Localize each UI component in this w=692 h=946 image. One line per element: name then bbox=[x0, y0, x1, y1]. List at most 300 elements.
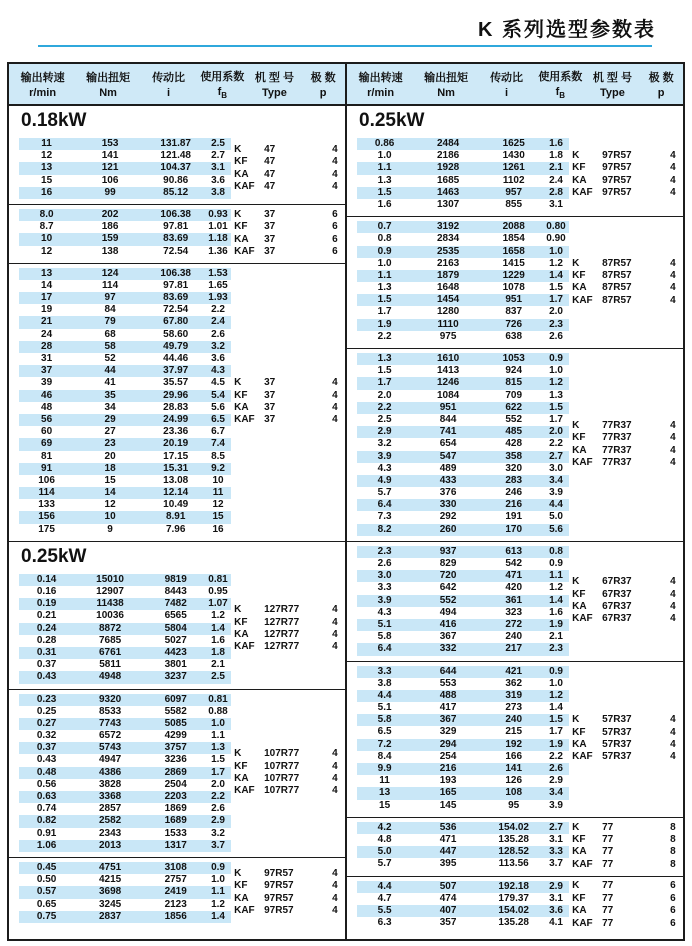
table-row bbox=[19, 390, 231, 402]
service-factor-cell: 1.6 bbox=[549, 606, 563, 618]
torque-cell: 35 bbox=[104, 389, 116, 401]
torque-cell: 937 bbox=[439, 545, 457, 557]
service-factor-cell: 3.4 bbox=[549, 474, 563, 486]
speed-cell: 15 bbox=[41, 174, 53, 186]
table-row bbox=[357, 451, 569, 463]
model-label: 127R77 bbox=[264, 641, 300, 653]
torque-cell: 145 bbox=[439, 799, 457, 811]
service-factor-cell: 0.95 bbox=[208, 586, 228, 597]
poles-value: 6 bbox=[332, 221, 338, 233]
speed-cell: 7.3 bbox=[377, 511, 392, 523]
model-type-entry bbox=[572, 576, 680, 588]
series-label: KA bbox=[234, 773, 249, 785]
torque-cell: 7685 bbox=[98, 634, 122, 646]
model-label: 97R57 bbox=[602, 175, 632, 187]
table-row bbox=[19, 886, 231, 898]
speed-cell: 69 bbox=[41, 438, 53, 450]
ratio-cell: 622 bbox=[505, 401, 523, 413]
model-label: 37 bbox=[264, 389, 276, 401]
power-section-label: 0.18kW bbox=[21, 110, 87, 131]
service-factor-cell: 2.0 bbox=[549, 426, 563, 438]
service-factor-cell: 2.7 bbox=[549, 450, 563, 462]
table-row bbox=[19, 316, 231, 328]
torque-cell: 5811 bbox=[99, 659, 121, 671]
ratio-cell: 20.19 bbox=[163, 438, 189, 450]
model-type-entry bbox=[572, 847, 680, 859]
torque-cell: 97 bbox=[104, 292, 116, 304]
model-type-entry bbox=[234, 604, 342, 616]
table-row bbox=[19, 499, 231, 511]
service-factor-cell: 6.7 bbox=[211, 426, 225, 438]
series-label: KAF bbox=[572, 613, 593, 625]
table-row bbox=[19, 767, 231, 779]
ratio-cell: 3801 bbox=[164, 659, 187, 671]
service-factor-cell: 1.93 bbox=[208, 292, 228, 304]
table-row bbox=[19, 899, 231, 911]
service-factor-cell: 4.5 bbox=[211, 377, 225, 389]
speed-cell: 0.28 bbox=[36, 634, 57, 646]
model-type-list bbox=[234, 748, 342, 798]
table-row bbox=[357, 414, 569, 426]
model-label: 97R57 bbox=[264, 892, 294, 904]
model-type-list bbox=[234, 868, 342, 918]
torque-cell: 1454 bbox=[436, 294, 460, 306]
ratio-block bbox=[347, 817, 683, 876]
speed-cell: 60 bbox=[41, 426, 53, 438]
service-factor-cell: 1.5 bbox=[211, 754, 225, 766]
ratio-cell: 2869 bbox=[164, 766, 187, 778]
header-ratio: 传动比 i bbox=[152, 72, 186, 99]
model-type-entry bbox=[572, 752, 680, 764]
model-label: 107R77 bbox=[264, 760, 300, 772]
model-type-entry bbox=[234, 761, 342, 773]
torque-cell: 395 bbox=[439, 858, 457, 870]
service-factor-cell: 2.9 bbox=[211, 815, 225, 827]
speed-cell: 1.3 bbox=[377, 282, 392, 294]
ratio-cell: 128.52 bbox=[498, 846, 529, 858]
model-type-entry bbox=[572, 834, 680, 846]
service-factor-cell: 5.6 bbox=[211, 401, 225, 413]
service-factor-cell: 3.7 bbox=[211, 839, 225, 851]
table-row bbox=[357, 258, 569, 270]
speed-cell: 0.74 bbox=[36, 803, 57, 815]
table-row bbox=[19, 162, 231, 174]
model-label: 77 bbox=[602, 892, 614, 904]
torque-cell: 8533 bbox=[98, 705, 122, 717]
poles-value: 4 bbox=[332, 377, 338, 389]
torque-cell: 2837 bbox=[98, 910, 122, 922]
service-factor-cell: 1.7 bbox=[549, 294, 563, 306]
model-type-list bbox=[572, 150, 680, 200]
service-factor-cell: 1.4 bbox=[549, 269, 563, 281]
ratio-block bbox=[347, 541, 683, 661]
speed-cell: 10 bbox=[41, 233, 53, 245]
ratio-cell: 957 bbox=[505, 186, 523, 198]
torque-cell: 52 bbox=[104, 353, 116, 364]
column-header-row bbox=[9, 64, 345, 106]
speed-cell: 1.7 bbox=[377, 377, 392, 389]
series-label: KA bbox=[572, 175, 587, 187]
service-factor-cell: 1.0 bbox=[549, 365, 563, 377]
model-label: 97R57 bbox=[602, 187, 632, 199]
torque-cell: 642 bbox=[439, 582, 457, 594]
torque-cell: 124 bbox=[101, 267, 119, 279]
table-row bbox=[19, 754, 231, 766]
ratio-cell: 1869 bbox=[164, 803, 187, 815]
torque-cell: 44 bbox=[104, 365, 116, 377]
model-label: 77 bbox=[602, 905, 614, 917]
ratio-cell: 1102 bbox=[502, 174, 525, 186]
torque-cell: 4751 bbox=[98, 861, 122, 873]
data-rows bbox=[357, 881, 569, 930]
ratio-cell: 323 bbox=[505, 606, 523, 618]
speed-cell: 5.7 bbox=[377, 487, 392, 499]
service-factor-cell: 1.4 bbox=[211, 910, 225, 922]
table-left-half bbox=[9, 64, 347, 939]
model-label: 77R37 bbox=[602, 444, 632, 456]
table-row bbox=[19, 828, 231, 840]
model-label: 77 bbox=[602, 859, 614, 871]
speed-cell: 5.5 bbox=[377, 904, 392, 916]
model-type-list bbox=[572, 822, 680, 872]
model-type-entry bbox=[234, 786, 342, 798]
speed-cell: 0.50 bbox=[36, 874, 57, 886]
speed-cell: 5.8 bbox=[377, 714, 392, 726]
torque-cell: 29 bbox=[104, 413, 116, 425]
ratio-cell: 141 bbox=[505, 763, 523, 774]
ratio-cell: 319 bbox=[505, 689, 523, 701]
service-factor-cell: 0.80 bbox=[546, 221, 566, 233]
speed-cell: 2.0 bbox=[377, 389, 392, 401]
ratio-cell: 6565 bbox=[164, 610, 187, 622]
ratio-cell: 240 bbox=[505, 714, 523, 726]
poles-value: 8 bbox=[670, 846, 676, 858]
ratio-block bbox=[9, 689, 345, 857]
speed-cell: 37 bbox=[41, 365, 53, 377]
model-label: 37 bbox=[264, 221, 276, 233]
service-factor-cell: 1.01 bbox=[208, 221, 228, 233]
poles-value: 4 bbox=[670, 150, 676, 162]
ratio-cell: 83.69 bbox=[163, 292, 189, 304]
speed-cell: 0.63 bbox=[36, 791, 57, 802]
series-label: KAF bbox=[234, 785, 255, 797]
model-type-entry bbox=[234, 209, 342, 221]
service-factor-cell: 1.5 bbox=[549, 714, 563, 726]
service-factor-cell: 5.6 bbox=[549, 523, 563, 535]
model-type-entry bbox=[234, 169, 342, 181]
speed-cell: 13 bbox=[41, 267, 53, 279]
poles-value: 4 bbox=[332, 389, 338, 401]
service-factor-cell: 2.2 bbox=[549, 750, 563, 762]
speed-cell: 15 bbox=[379, 799, 391, 811]
service-factor-cell: 3.0 bbox=[549, 462, 563, 474]
table-row bbox=[357, 138, 569, 150]
poles-value: 6 bbox=[670, 892, 676, 904]
table-row bbox=[19, 742, 231, 754]
ratio-cell: 1053 bbox=[502, 353, 525, 364]
service-factor-cell: 2.2 bbox=[211, 304, 225, 316]
model-label: 57R37 bbox=[602, 739, 632, 751]
table-row bbox=[19, 280, 231, 292]
ratio-cell: 192 bbox=[505, 738, 523, 750]
series-label: K bbox=[572, 821, 580, 833]
torque-cell: 951 bbox=[439, 401, 457, 413]
speed-cell: 1.1 bbox=[377, 162, 392, 174]
ratio-cell: 1533 bbox=[164, 827, 187, 839]
ratio-block bbox=[347, 661, 683, 817]
speed-cell: 7.2 bbox=[377, 738, 392, 750]
poles-value: 4 bbox=[670, 432, 676, 444]
ratio-cell: 7482 bbox=[164, 598, 187, 610]
ratio-cell: 613 bbox=[505, 545, 523, 557]
speed-cell: 81 bbox=[41, 450, 53, 462]
ratio-cell: 638 bbox=[505, 330, 523, 342]
service-factor-cell: 3.4 bbox=[549, 787, 563, 799]
table-row bbox=[19, 487, 231, 499]
model-type-entry bbox=[234, 221, 342, 233]
ratio-cell: 49.79 bbox=[163, 340, 189, 352]
torque-cell: 417 bbox=[439, 702, 457, 714]
ratio-block bbox=[347, 348, 683, 541]
ratio-cell: 1625 bbox=[502, 138, 525, 149]
ratio-cell: 552 bbox=[505, 413, 523, 425]
table-row bbox=[19, 574, 231, 586]
table-row bbox=[357, 377, 569, 389]
table-row bbox=[357, 199, 569, 211]
table-row bbox=[19, 659, 231, 671]
header-model-type: 机 型 号 Type bbox=[592, 72, 632, 99]
poles-value: 4 bbox=[670, 601, 676, 613]
torque-cell: 844 bbox=[439, 413, 457, 425]
speed-cell: 0.86 bbox=[374, 138, 395, 149]
table-row bbox=[357, 546, 569, 558]
series-label: K bbox=[572, 150, 580, 162]
model-type-entry bbox=[234, 377, 342, 389]
poles-value: 4 bbox=[670, 726, 676, 738]
table-row bbox=[357, 775, 569, 787]
table-row bbox=[19, 610, 231, 622]
poles-value: 4 bbox=[670, 714, 676, 726]
ratio-cell: 106.38 bbox=[160, 267, 191, 279]
ratio-cell: 108 bbox=[505, 787, 523, 799]
model-type-entry bbox=[234, 748, 342, 760]
ratio-cell: 8.91 bbox=[165, 511, 186, 523]
poles-value: 4 bbox=[332, 868, 338, 880]
model-label: 107R77 bbox=[264, 748, 300, 760]
speed-cell: 114 bbox=[38, 487, 55, 499]
service-factor-cell: 1.1 bbox=[549, 570, 563, 582]
series-label: KA bbox=[572, 444, 587, 456]
table-row bbox=[357, 643, 569, 655]
ratio-cell: 17.15 bbox=[163, 450, 189, 462]
service-factor-cell: 0.81 bbox=[208, 693, 228, 705]
model-label: 77 bbox=[602, 880, 614, 892]
model-type-entry bbox=[572, 187, 680, 199]
speed-cell: 0.75 bbox=[36, 910, 57, 922]
service-factor-cell: 1.5 bbox=[549, 282, 563, 294]
series-label: KF bbox=[572, 892, 586, 904]
poles-value: 4 bbox=[670, 294, 676, 306]
header-output-speed: 输出转速 r/min bbox=[20, 72, 65, 99]
table-row bbox=[357, 834, 569, 846]
service-factor-cell: 1.5 bbox=[549, 401, 563, 413]
torque-cell: 159 bbox=[101, 233, 119, 245]
table-row bbox=[357, 570, 569, 582]
service-factor-cell: 2.7 bbox=[549, 821, 563, 833]
model-type-entry bbox=[234, 144, 342, 156]
series-label: K bbox=[572, 420, 580, 432]
model-type-entry bbox=[234, 868, 342, 880]
ratio-cell: 421 bbox=[505, 665, 523, 677]
table-row bbox=[357, 306, 569, 318]
speed-cell: 0.9 bbox=[377, 245, 392, 257]
model-label: 37 bbox=[264, 414, 276, 426]
service-factor-cell: 6.5 bbox=[211, 413, 225, 425]
speed-cell: 48 bbox=[41, 401, 53, 413]
ratio-cell: 29.96 bbox=[163, 389, 189, 401]
service-factor-cell: 1.2 bbox=[549, 689, 563, 701]
ratio-cell: 485 bbox=[505, 426, 523, 438]
header-model-type: 机 型 号 Type bbox=[254, 72, 294, 99]
ratio-cell: 320 bbox=[505, 462, 523, 474]
speed-cell: 6.4 bbox=[377, 499, 392, 511]
table-row bbox=[19, 524, 231, 536]
table-row bbox=[19, 803, 231, 815]
torque-cell: 186 bbox=[101, 221, 119, 233]
torque-cell: 1084 bbox=[436, 389, 460, 401]
table-row bbox=[357, 402, 569, 414]
ratio-cell: 3236 bbox=[164, 754, 187, 766]
model-type-entry bbox=[572, 714, 680, 726]
ratio-cell: 135.28 bbox=[498, 833, 529, 845]
table-row bbox=[19, 268, 231, 280]
header-output-torque: 输出扭矩 Nm bbox=[424, 72, 469, 99]
series-label: KAF bbox=[572, 294, 593, 306]
speed-cell: 11 bbox=[379, 775, 390, 787]
series-label: K bbox=[234, 209, 242, 220]
model-label: 67R37 bbox=[602, 601, 632, 613]
service-factor-cell: 1.07 bbox=[208, 598, 228, 610]
torque-cell: 216 bbox=[439, 763, 457, 774]
speed-cell: 1.0 bbox=[377, 257, 392, 269]
ratio-cell: 837 bbox=[505, 306, 523, 318]
series-label: KF bbox=[234, 616, 248, 628]
model-type-entry bbox=[234, 246, 342, 258]
ratio-cell: 23.36 bbox=[163, 426, 189, 438]
ratio-block bbox=[9, 263, 345, 541]
ratio-block bbox=[9, 204, 345, 263]
table-row bbox=[19, 233, 231, 245]
torque-cell: 2186 bbox=[436, 150, 460, 162]
torque-cell: 1307 bbox=[436, 198, 460, 210]
service-factor-cell: 5.0 bbox=[549, 511, 563, 523]
torque-cell: 829 bbox=[439, 558, 457, 569]
speed-cell: 0.24 bbox=[36, 622, 57, 634]
torque-cell: 1413 bbox=[436, 365, 460, 377]
table-row bbox=[357, 595, 569, 607]
series-label: KAF bbox=[234, 641, 255, 653]
service-factor-cell: 8.5 bbox=[211, 450, 225, 462]
torque-cell: 3245 bbox=[98, 898, 122, 910]
ratio-cell: 951 bbox=[505, 294, 523, 306]
series-label: KA bbox=[572, 905, 587, 917]
table-row bbox=[19, 377, 231, 389]
series-label: KF bbox=[234, 389, 248, 401]
model-type-entry bbox=[234, 234, 342, 246]
torque-cell: 2535 bbox=[436, 245, 460, 257]
torque-cell: 741 bbox=[439, 426, 457, 438]
poles-value: 4 bbox=[670, 576, 676, 588]
series-label: KF bbox=[572, 432, 586, 444]
model-label: 127R77 bbox=[264, 604, 300, 616]
poles-value: 4 bbox=[332, 629, 338, 641]
table-row bbox=[357, 787, 569, 799]
table-row bbox=[19, 402, 231, 414]
speed-cell: 6.3 bbox=[377, 917, 392, 929]
poles-value: 6 bbox=[670, 880, 676, 892]
ratio-cell: 35.57 bbox=[163, 377, 189, 389]
model-type-list bbox=[234, 209, 342, 259]
speed-cell: 2.2 bbox=[377, 330, 392, 342]
service-factor-cell: 1.1 bbox=[211, 886, 225, 898]
table-row bbox=[19, 150, 231, 162]
ratio-cell: 4423 bbox=[164, 646, 187, 658]
service-factor-cell: 3.6 bbox=[549, 904, 563, 916]
model-type-entry bbox=[572, 614, 680, 626]
model-type-entry bbox=[572, 433, 680, 445]
poles-value: 4 bbox=[332, 748, 338, 760]
series-label: KAF bbox=[234, 246, 255, 258]
series-label: K bbox=[234, 377, 242, 389]
poles-value: 6 bbox=[332, 246, 338, 258]
table-row bbox=[19, 874, 231, 886]
service-factor-cell: 1.8 bbox=[549, 150, 563, 162]
ratio-cell: 240 bbox=[505, 631, 523, 643]
torque-cell: 11438 bbox=[96, 598, 124, 610]
speed-cell: 0.56 bbox=[36, 778, 57, 790]
model-type-entry bbox=[572, 150, 680, 162]
service-factor-cell: 3.9 bbox=[549, 487, 563, 499]
poles-value: 4 bbox=[670, 457, 676, 469]
poles-value: 4 bbox=[670, 751, 676, 763]
torque-cell: 6761 bbox=[98, 646, 122, 658]
model-label: 37 bbox=[264, 209, 276, 220]
service-factor-cell: 3.2 bbox=[211, 340, 225, 352]
model-type-list bbox=[572, 420, 680, 470]
service-factor-cell: 2.5 bbox=[211, 671, 225, 683]
service-factor-cell: 1.7 bbox=[549, 413, 563, 425]
table-row bbox=[357, 858, 569, 870]
torque-cell: 507 bbox=[439, 880, 457, 892]
ratio-cell: 5027 bbox=[164, 634, 187, 646]
torque-cell: 84 bbox=[104, 304, 116, 316]
table-row bbox=[357, 221, 569, 233]
series-label: KAF bbox=[234, 414, 255, 426]
table-row bbox=[357, 881, 569, 893]
speed-cell: 12 bbox=[41, 150, 53, 162]
ratio-cell: 3757 bbox=[164, 742, 187, 754]
column-header-row bbox=[347, 64, 683, 106]
header-service-factor: 使用系数 $f_B$ bbox=[200, 70, 245, 101]
torque-cell: 41 bbox=[104, 377, 116, 389]
ratio-cell: 97.81 bbox=[163, 221, 189, 233]
ratio-cell: 72.54 bbox=[163, 304, 189, 316]
poles-value: 4 bbox=[332, 616, 338, 628]
speed-cell: 24 bbox=[41, 328, 53, 340]
ratio-cell: 4299 bbox=[164, 730, 187, 742]
ratio-cell: 2203 bbox=[164, 791, 187, 802]
torque-cell: 367 bbox=[439, 714, 457, 726]
